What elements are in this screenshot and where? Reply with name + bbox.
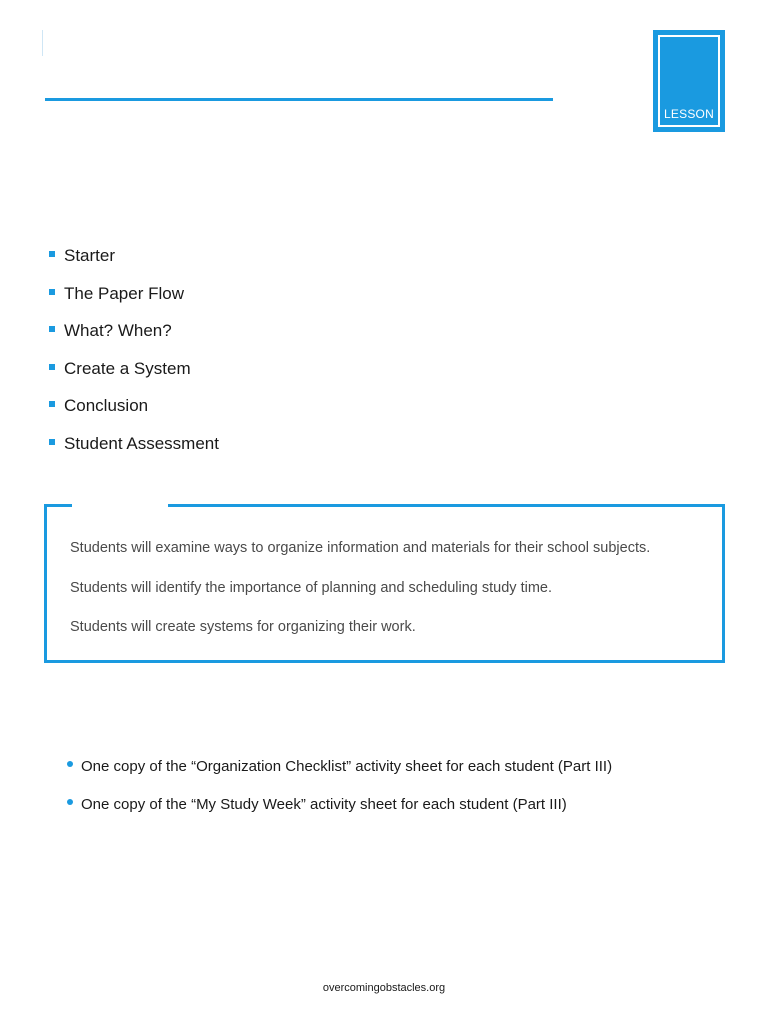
square-bullet-icon	[49, 364, 55, 370]
square-bullet-icon	[49, 289, 55, 295]
square-bullet-icon	[49, 439, 55, 445]
header-tick-mark	[42, 30, 43, 56]
square-bullet-icon	[49, 251, 55, 257]
agenda-item-create-system	[48, 357, 219, 395]
materials-item	[66, 756, 612, 794]
agenda-item-label: Student Assessment	[64, 433, 219, 453]
agenda-list	[48, 244, 219, 469]
materials-item-text: One copy of the “Organization Checklist” activity sheet for each student (Part III)	[81, 758, 613, 775]
agenda-item-label: What? When?	[64, 321, 172, 340]
title-underline-rule	[45, 98, 553, 101]
agenda-item-label: Starter	[64, 246, 116, 265]
agenda-item-paper-flow	[48, 282, 219, 320]
objective-text: Students will examine ways to organize information and materials for their school subjects.	[70, 540, 651, 556]
materials-item-text: One copy of the “My Study Week” activity sheet for each student (Part III)	[81, 796, 567, 813]
materials-list	[66, 756, 612, 832]
square-bullet-icon	[49, 326, 55, 332]
objective-text: Students will identify the importance of planning and scheduling study time.	[70, 580, 553, 596]
objectives-box-heading-gap	[72, 504, 168, 507]
square-bullet-icon	[49, 401, 55, 407]
objective-text: Students will create systems for organizing their work.	[70, 619, 416, 635]
round-bullet-icon	[67, 799, 73, 805]
round-bullet-icon	[67, 761, 73, 767]
materials-item	[66, 794, 612, 832]
lesson-badge	[653, 30, 725, 132]
objectives-box	[44, 504, 725, 663]
agenda-item-label: The Paper Flow	[64, 283, 184, 303]
agenda-item-conclusion	[48, 394, 219, 432]
agenda-item-starter	[48, 244, 219, 282]
footer-url: overcomingobstacles.org	[322, 982, 446, 994]
lesson-badge-label: LESSON	[664, 107, 714, 121]
agenda-item-label: Create a System	[64, 358, 191, 378]
agenda-item-what-when	[48, 319, 219, 357]
agenda-item-student-assessment	[48, 432, 219, 470]
agenda-item-label: Conclusion	[64, 396, 149, 415]
